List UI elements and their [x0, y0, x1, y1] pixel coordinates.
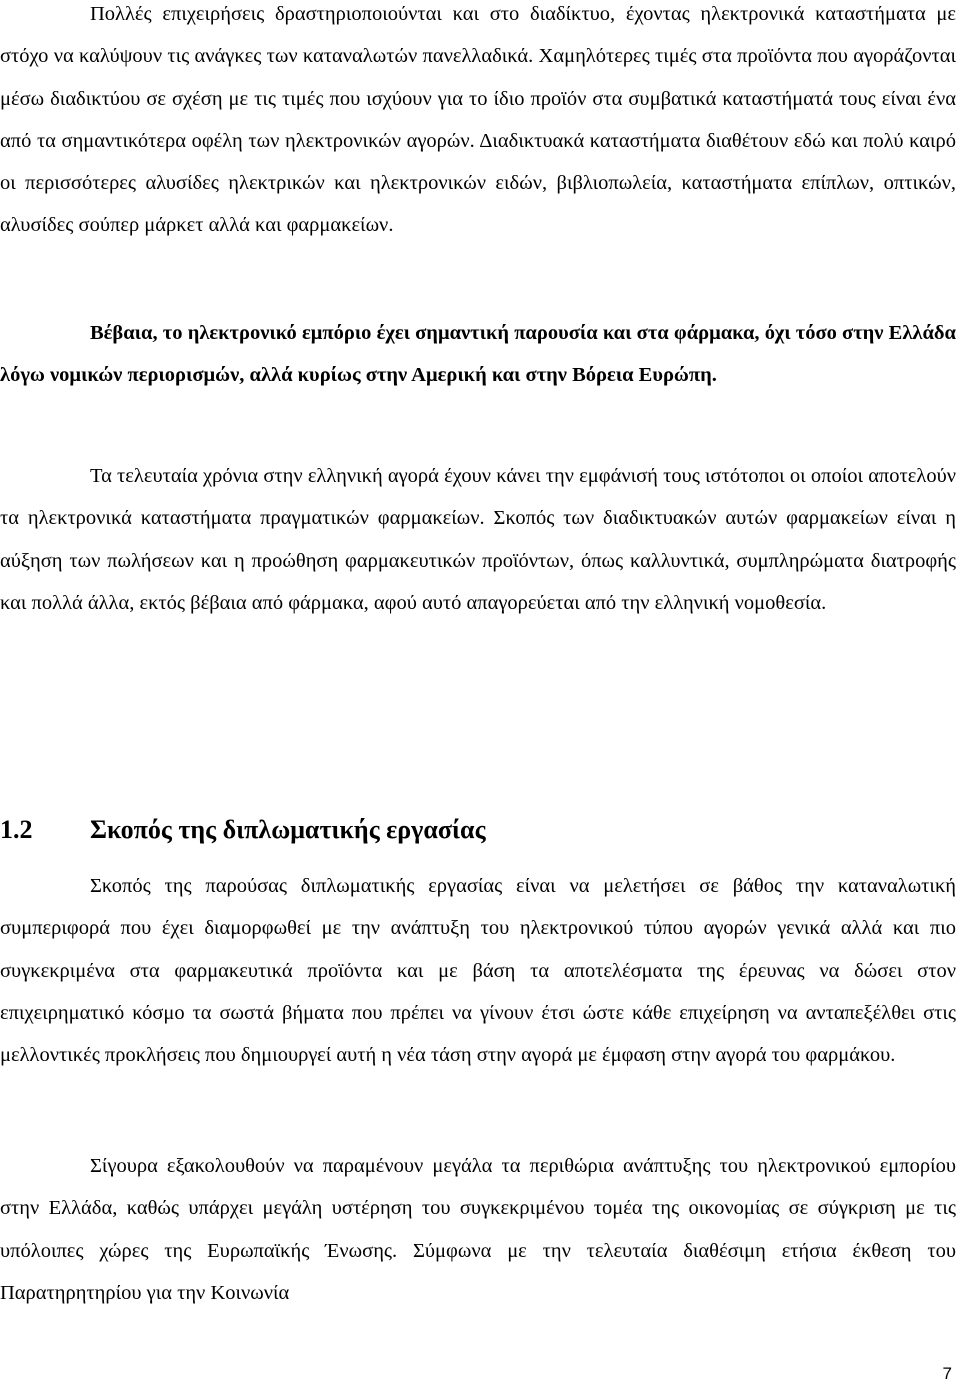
- body-paragraph: Πολλές επιχειρήσεις δραστηριοποιούνται και στο διαδίκτυο, έχοντας ηλεκτρονικά καταστήματα με στόχο να καλύψουν τις ανάγκες των καταναλωτών πανελλαδικά. Χαμηλότερες τιμές στα προϊόντα που αγοράζονται μέσω διαδικτύου σε σχέση με τις τιμές που ισχύουν για το ίδιο προϊόν στα συμβατικά καταστήματά τους είναι ένα από τα σημαντικότερα οφέλη των ηλεκτρονικών αγορών. Διαδικτυακά καταστήματα διαθέτουν εδώ και πολύ καιρό οι περισσότερες αλυσίδες ηλεκτρικών και ηλεκτρονικών ειδών, βιβλιοπωλεία, καταστήματα επίπλων, οπτικών, αλυσίδες σούπερ μάρκετ αλλά και φαρμακείων.: [0, 3, 956, 237]
- body-paragraph: Σκοπός της παρούσας διπλωματικής εργασίας είναι να μελετήσει σε βάθος την καταναλωτική συμπεριφορά που έχει διαμορφωθεί με την ανάπτυξη του ηλεκτρονικού τύπου αγορών γενικά αλλά και πιο συγκεκριμένα στα φαρμακευτικά προϊόντα και με βάση τα αποτελέσματα της έρευνας να δώσει στον επιχειρηματικό κόσμο τα σωστά βήματα που πρέπει να γίνουν έτσι ώστε κάθε επιχείρηση να ανταπεξέλθει στις μελλοντικές προκλήσεις που δημιουργεί αυτή η νέα τάση στην αγορά με έμφαση στην αγορά του φαρμάκου.: [0, 875, 956, 1067]
- section-heading: [0, 810, 486, 850]
- bold-paragraph: Βέβαια, το ηλεκτρονικό εμπόριο έχει σημαντική παρουσία και στα φάρμακα, όχι τόσο στην Ελλάδα λόγω νομικών περιορισμών, αλλά κυρίως στην Αμερική και στην Βόρεια Ευρώπη.: [0, 322, 956, 387]
- section-number: 1.2: [0, 815, 33, 844]
- body-paragraph: Τα τελευταία χρόνια στην ελληνική αγορά έχουν κάνει την εμφάνισή τους ιστότοποι οι οποίοι αποτελούν τα ηλεκτρονικά καταστήματα πραγματικών φαρμακείων. Σκοπός των διαδικτυακών αυτών φαρμακείων είναι η αύξηση των πωλήσεων και η προώθηση φαρμακευτικών προϊόντων, όπως καλλυντικά, συμπληρώματα διατροφής και πολλά άλλα, εκτός βέβαια από φάρμακα, αφού αυτό απαγορεύεται από την ελληνική νομοθεσία.: [0, 465, 956, 614]
- section-title: Σκοπός της διπλωματικής εργασίας: [90, 815, 486, 844]
- page-number: 7: [942, 1364, 952, 1383]
- body-paragraph: Σίγουρα εξακολουθούν να παραμένουν μεγάλα τα περιθώρια ανάπτυξης του ηλεκτρονικού εμπορίου στην Ελλάδα, καθώς υπάρχει μεγάλη υστέρηση του συγκεκριμένου τομέα της οικονομίας σε σύγκριση με τις υπόλοιπες χώρες της Ευρωπαϊκής Ένωσης. Σύμφωνα με την τελευταία διαθέσιμη ετήσια έκθεση του Παρατηρητηρίου για την Κοινωνία: [0, 1155, 956, 1304]
